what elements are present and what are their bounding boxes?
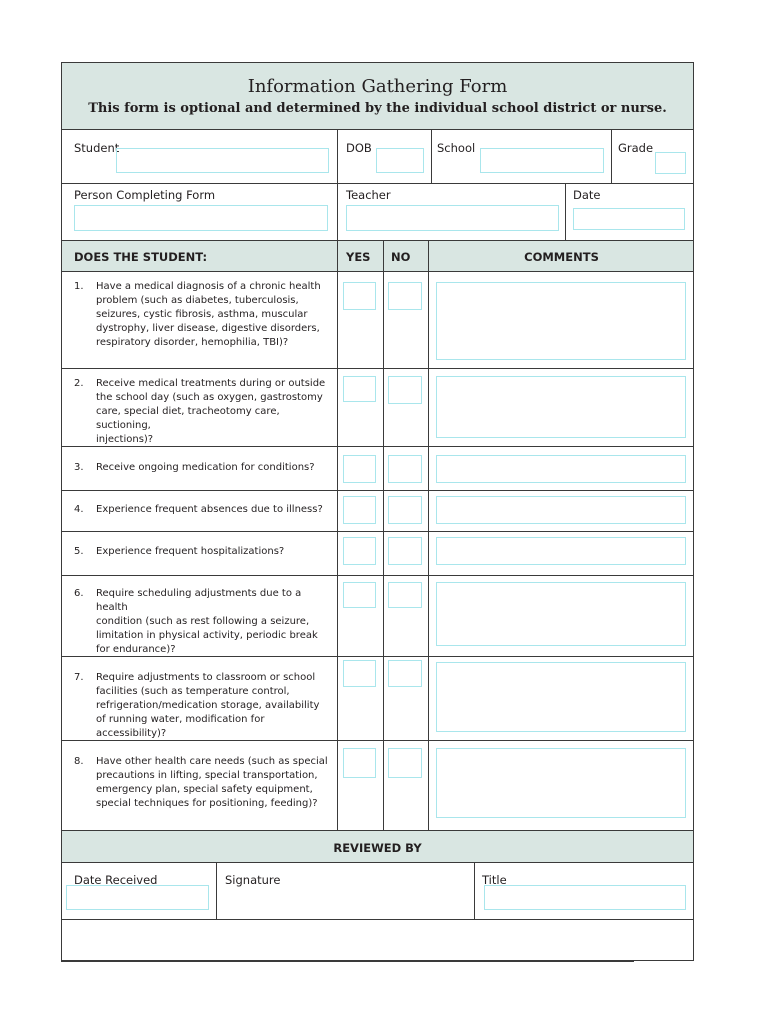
grade-field[interactable] <box>655 152 686 174</box>
divider <box>565 183 566 240</box>
yes-checkbox[interactable] <box>343 496 376 524</box>
question-number: 5. <box>74 546 84 557</box>
date-label: Date <box>573 188 601 202</box>
yes-checkbox[interactable] <box>343 282 376 310</box>
person-completing-field[interactable] <box>74 205 328 231</box>
yes-checkbox[interactable] <box>343 376 376 402</box>
divider <box>62 183 693 184</box>
bottom-rule <box>61 960 634 962</box>
question-text: Experience frequent absences due to illness? <box>96 504 323 515</box>
question-number: 7. <box>74 672 84 683</box>
question-number: 1. <box>74 281 84 292</box>
question-text: Have a medical diagnosis of a chronic health problem (such as diabetes, tuberculosis, seizures, cystic fibrosis, asthma, muscular dystrophy, liver disease, digestive disorders, respiratory disorder, hemophilia, TBI)? <box>96 281 321 348</box>
divider <box>216 862 217 919</box>
student-field[interactable] <box>116 148 329 173</box>
person-completing-label: Person Completing Form <box>74 188 216 202</box>
question-text: Require adjustments to classroom or school facilities (such as temperature control, refrigeration/medication storage, availability of running water, modification for accessibility)? <box>96 672 320 739</box>
no-checkbox[interactable] <box>388 496 422 524</box>
comments-field[interactable] <box>436 376 686 438</box>
question-text: Receive ongoing medication for conditions? <box>96 462 315 473</box>
reviewed-by-title: REVIEWED BY <box>333 841 422 855</box>
school-label: School <box>437 141 476 155</box>
comments-column-header: COMMENTS <box>524 250 599 264</box>
divider <box>431 130 432 183</box>
grade-label: Grade <box>618 141 654 155</box>
question-number: 2. <box>74 378 84 389</box>
title-label: Title <box>482 873 507 887</box>
no-checkbox[interactable] <box>388 537 422 565</box>
yes-column-header: YES <box>346 250 371 264</box>
question-text: Receive medical treatments during or outside the school day (such as oxygen, gastrostomy care, special diet, tracheotomy care, suctioning, injections)? <box>96 378 326 445</box>
comments-field[interactable] <box>436 455 686 483</box>
divider <box>474 862 475 919</box>
yes-checkbox[interactable] <box>343 660 376 687</box>
teacher-field[interactable] <box>346 205 559 231</box>
dob-field[interactable] <box>376 148 424 173</box>
question-text: Require scheduling adjustments due to a health condition (such as rest following a seizure, limitation in physical activity, periodic break for endurance)? <box>96 588 318 655</box>
question-text: Experience frequent hospitalizations? <box>96 546 285 557</box>
divider <box>62 490 693 491</box>
divider <box>383 240 384 831</box>
title-field[interactable] <box>484 885 686 910</box>
no-checkbox[interactable] <box>388 660 422 687</box>
signature-label: Signature <box>225 873 281 887</box>
divider <box>337 240 338 831</box>
divider <box>62 575 693 576</box>
student-label: Student <box>74 141 120 155</box>
date-received-label: Date Received <box>74 873 158 887</box>
no-checkbox[interactable] <box>388 282 422 310</box>
yes-checkbox[interactable] <box>343 455 376 483</box>
yes-checkbox[interactable] <box>343 748 376 778</box>
divider <box>428 240 429 831</box>
question-number: 4. <box>74 504 84 515</box>
no-checkbox[interactable] <box>388 748 422 778</box>
divider <box>62 656 693 657</box>
school-field[interactable] <box>480 148 604 173</box>
divider <box>337 183 338 240</box>
no-column-header: NO <box>391 250 411 264</box>
date-received-field[interactable] <box>66 885 209 910</box>
comments-field[interactable] <box>436 662 686 732</box>
comments-field[interactable] <box>436 582 686 646</box>
divider <box>611 130 612 183</box>
divider <box>62 271 693 272</box>
divider <box>62 446 693 447</box>
divider <box>62 368 693 369</box>
comments-field[interactable] <box>436 496 686 524</box>
no-checkbox[interactable] <box>388 455 422 483</box>
date-field[interactable] <box>573 208 685 230</box>
divider <box>62 919 693 920</box>
question-number: 3. <box>74 462 84 473</box>
question-text: Have other health care needs (such as special precautions in lifting, special transportation, emergency plan, special safety equipment, special techniques for positioning, feeding)? <box>96 756 328 809</box>
form-title: Information Gathering Form <box>247 76 508 97</box>
yes-checkbox[interactable] <box>343 537 376 565</box>
comments-field[interactable] <box>436 282 686 360</box>
no-checkbox[interactable] <box>388 582 422 608</box>
divider <box>62 740 693 741</box>
comments-field[interactable] <box>436 748 686 818</box>
divider <box>62 531 693 532</box>
divider <box>62 862 693 863</box>
teacher-label: Teacher <box>346 188 391 202</box>
question-column-header: DOES THE STUDENT: <box>74 250 208 264</box>
dob-label: DOB <box>346 141 372 155</box>
question-number: 6. <box>74 588 84 599</box>
comments-field[interactable] <box>436 537 686 565</box>
question-number: 8. <box>74 756 84 767</box>
divider <box>337 130 338 183</box>
no-checkbox[interactable] <box>388 376 422 404</box>
yes-checkbox[interactable] <box>343 582 376 608</box>
form-subtitle: This form is optional and determined by the individual school district or nurse. <box>88 101 667 116</box>
